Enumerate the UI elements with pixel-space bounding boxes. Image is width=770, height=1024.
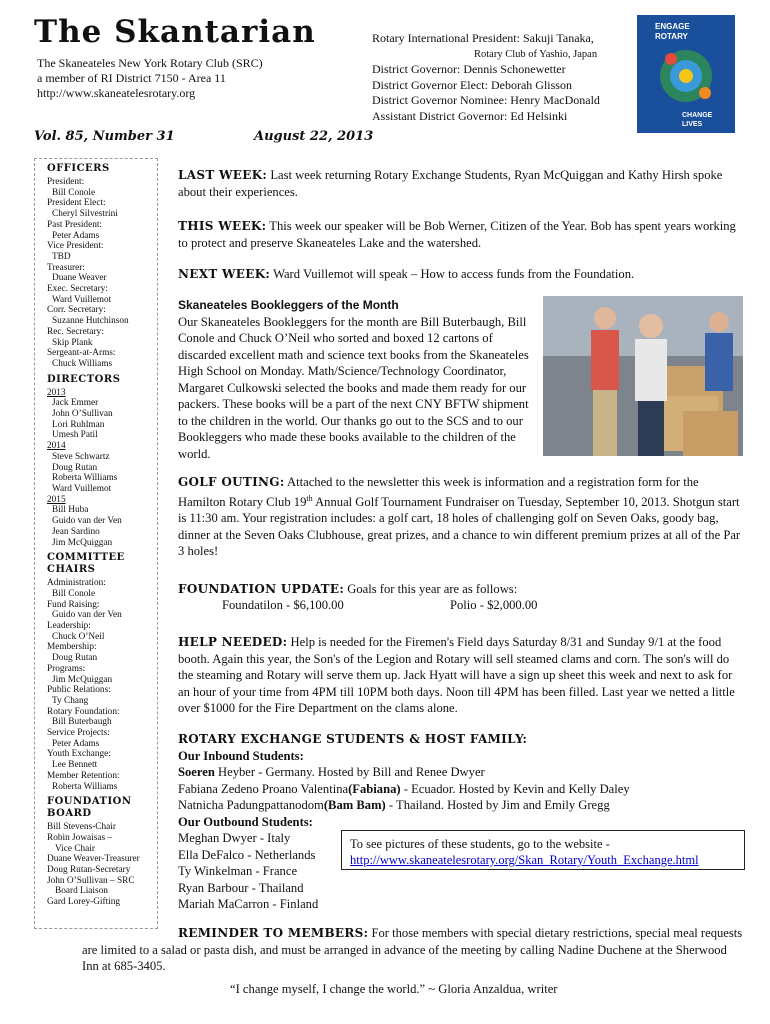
committee-role: Administration: (47, 578, 106, 589)
inbound-student (178, 797, 744, 814)
club-url[interactable]: http://www.skaneatelesrotary.org (37, 86, 196, 100)
committee-role: Public Relations: (47, 685, 111, 696)
next-week-text: Ward Vuillemot will speak – How to access funds from the Foundation. (273, 267, 635, 281)
rotary-theme-logo (637, 15, 735, 133)
exchange-box-text: To see pictures of these students, go to the website - (350, 837, 610, 851)
officer-name: Skip Plank (52, 337, 93, 348)
committee-role: Youth Exchange: (47, 749, 111, 760)
committee-role: Rotary Foundation: (47, 706, 120, 717)
officer-name: Duane Weaver (52, 273, 107, 284)
committee-chair: Bill Buterbaugh (52, 717, 112, 728)
rotary-exchange-heading: ROTARY EXCHANGE STUDENTS & HOST FAMILY: (178, 732, 528, 746)
committee-chair: Bill Conole (52, 588, 96, 599)
foundation-member: Gard Lorey-Gifting (47, 897, 121, 908)
officer-role: Past President: (47, 219, 103, 230)
logo-top-text: ENGAGE ROTARY (655, 22, 690, 41)
director-name: Umesh Patil (52, 430, 98, 441)
bookleggers-photo (543, 296, 743, 456)
inbound-student (178, 781, 744, 798)
student-host: - Thailand. Hosted by Jim and Emily Gregg (385, 798, 610, 812)
committee-role: Service Projects: (47, 728, 110, 739)
help-needed-text: Help is needed for the Firemen's Field days Saturday 8/31 and Sunday 9/1 at the food booth. Again this year, the Son's of the Legion and Rotary will sell steamed clams and corn. The son's will do the steaming and Rotary will serve them up. Jack Hyatt will have a sign up sheet this week and next to ask for an hour of your time from 4PM till 10PM both days. Noon till 4PM has been filled. Last year we netted a little over $1000 for the Fire Department on the clams alone. (178, 635, 735, 715)
committee-chair: Chuck O’Neil (52, 631, 105, 642)
outbound-student: Ty Winkelman - France (178, 864, 298, 878)
assistant-district-governor: Assistant District Governor: Ed Helsinki (372, 108, 568, 123)
director-name: Jack Emmer (52, 398, 99, 409)
last-week-text: Last week returning Rotary Exchange Students, Ryan McQuiggan and Kathy Hirsh spoke about their experiences. (178, 168, 723, 199)
foundation-board-list (47, 822, 159, 908)
reminder-section (82, 925, 744, 975)
foundation-member: Doug Rutan-Secretary (47, 865, 131, 876)
committee-role: Member Retention: (47, 770, 120, 781)
district-officers (372, 31, 627, 124)
directors-list (47, 388, 159, 549)
newsletter-title: The Skantarian (34, 14, 316, 50)
next-week-label: NEXT WEEK: (178, 267, 271, 281)
exchange-link[interactable]: http://www.skaneatelesrotary.org/Skan_Rotary/Youth_Exchange.html (350, 853, 699, 867)
foundation-update-section (178, 581, 744, 598)
committee-role: Fund Raising: (47, 599, 100, 610)
golf-outing-text-a: Attached to the newsletter this week is information and a registration form for the Hamilton Rotary Club 19 (178, 475, 699, 509)
director-name: John O’Sullivan (52, 409, 113, 420)
student-name: Fabiana Zedeno Proano Valentina (178, 781, 349, 796)
inbound-list (178, 764, 744, 814)
officers-heading: OFFICERS (47, 163, 110, 174)
this-week-text: This week our speaker will be Bob Werner, Citizen of the Year. Bob has spent years working to protect and preserve Skaneateles Lake and the watershed. (178, 219, 736, 250)
officer-role: Vice President: (47, 241, 104, 252)
director-year: 2014 (47, 441, 66, 452)
district-governor: District Governor: Dennis Schonewetter (372, 62, 566, 76)
committee-chair: Guido van der Ven (52, 610, 122, 621)
polio-goal: Polio - $2,000.00 (450, 598, 538, 612)
reminder-text: For those members with special dietary restrictions, special meal requests are limited to a salad or pasta dish, and must be arranged in advance of the meeting by calling Nadine Duchene at the Sherwood Inn at 685-3405. (82, 926, 743, 973)
logo-bottom-text: CHANGE LIVES (682, 112, 713, 128)
officer-name: Cheryl Silvestrini (52, 209, 118, 220)
student-nickname: (Bam Bam) (323, 798, 386, 812)
officer-role: Sergeant-at-Arms: (47, 348, 116, 359)
sidebar (47, 163, 159, 908)
student-name: Natnicha Padungpattanodom (178, 798, 324, 812)
officer-role: President: (47, 177, 85, 187)
outbound-student: Ella DeFalco - Netherlands (178, 847, 316, 862)
director-name: Jim McQuiggan (52, 537, 113, 548)
reminder-label: REMINDER TO MEMBERS: (178, 926, 369, 940)
outbound-student: Ryan Barbour - Thailand (178, 880, 304, 895)
director-name: Steve Schwartz (52, 451, 110, 462)
foundation-member: John O’Sullivan – SRC (47, 875, 135, 886)
issue-date: August 22, 2013 (254, 129, 374, 144)
officer-role: President Elect: (47, 198, 106, 209)
district-governor-elect: District Governor Elect: Deborah Glisson (372, 77, 572, 92)
golf-outing-label: GOLF OUTING: (178, 475, 285, 489)
committee-role: Membership: (47, 642, 97, 653)
officers-list (47, 177, 159, 370)
inbound-student (178, 764, 744, 781)
committee-chair: Peter Adams (52, 738, 100, 749)
director-year: 2013 (47, 387, 66, 398)
student-nickname: (Fabiana) (348, 781, 401, 796)
golf-outing-section (178, 474, 744, 560)
committee-chair: Lee Bennett (52, 760, 98, 771)
officer-role: Treasurer: (47, 262, 85, 273)
officer-name: TBD (52, 251, 71, 262)
outbound-heading: Our Outbound Students: (178, 814, 313, 829)
club-info (37, 56, 263, 101)
officer-role: Corr. Secretary: (47, 305, 106, 316)
closing-quote: “I change myself, I change the world.” ~ Gloria Anzaldua, writer (230, 982, 558, 996)
officer-name: Bill Conole (52, 187, 96, 198)
rotary-exchange-section (178, 731, 744, 913)
district-governor-nominee: District Governor Nominee: Henry MacDonald (372, 93, 600, 107)
foundation-update-text: Goals for this year are as follows: (347, 582, 518, 596)
director-name: Jean Sardino (52, 526, 100, 537)
foundation-member: Robin Jowaisas – (47, 832, 113, 843)
director-year: 2015 (47, 494, 66, 505)
golf-sup: th (306, 493, 313, 503)
golf-outing-text-b: Annual Golf Tournament Fundraiser on Tuesday, September 10, 2013. Shotgun start is 11:30 am. Your registration includes: a golf cart, 18 holes of challenging golf on Seven Oaks, goody bag, dinner at the Seven Oaks Clubhouse, great prizes, and a chance to win different premium prizes at all of the Par 3 holes! (178, 494, 741, 559)
inbound-heading: Our Inbound Students: (178, 748, 304, 763)
outbound-student: Mariah MaCarron - Finland (178, 897, 319, 911)
bookleggers-section (178, 297, 540, 462)
last-week-section (178, 167, 744, 200)
director-name: Roberta Williams (52, 473, 118, 484)
officer-role: Rec. Secretary: (47, 326, 104, 337)
student-host: - Ecuador. Hosted by Kevin and Kelly Daley (400, 781, 630, 796)
directors-heading: DIRECTORS (47, 373, 121, 385)
bookleggers-text: Our Skaneateles Bookleggers for the month are Bill Buterbaugh, Bill Conole and Chuck O’Neil who sorted and boxed 12 cartons of discarded excellent math and science text books from the Skaneateles High School on Monday. Math/Science/Technology Coordinator, Margaret Culkowski selected the books and made them ready for our packers. These books will be a part of the next CNY BFTW shipment to the children in the world. Our thanks go out to the SCS and to our Bookleggers who made these books available to the children of the world. (178, 314, 529, 461)
last-week-label: LAST WEEK: (178, 168, 268, 182)
this-week-label: THIS WEEK: (178, 219, 267, 233)
foundation-update-label: FOUNDATION UPDATE: (178, 582, 345, 596)
exchange-pictures-box (341, 830, 745, 870)
foundation-member: Duane Weaver-Treasurer (47, 854, 140, 865)
committee-role: Leadership: (47, 621, 91, 632)
director-name: Lori Ruhlman (52, 419, 105, 430)
officer-role: Exec. Secretary: (47, 284, 108, 295)
bookleggers-heading: Skaneateles Bookleggers of the Month (178, 298, 399, 312)
rotary-wheel-icon (651, 45, 721, 107)
help-needed-section (178, 634, 744, 717)
student-host: Heyber - Germany. Hosted by Bill and Renee Dwyer (214, 765, 485, 779)
outbound-student: Meghan Dwyer - Italy (178, 831, 291, 845)
committee-list (47, 578, 159, 792)
next-week-section (178, 266, 744, 283)
ri-president: Rotary International President: Sakuji Tanaka, (372, 31, 594, 45)
director-name: Ward Vuillemot (52, 483, 112, 494)
club-name: The Skaneateles New York Rotary Club (SRC) (37, 56, 263, 70)
foundation-member: Vice Chair (55, 843, 95, 854)
officer-name: Chuck Williams (52, 358, 113, 369)
this-week-section (178, 218, 744, 251)
foundation-board-heading: FOUNDATION BOARD (47, 796, 132, 820)
committee-role: Programs: (47, 663, 86, 674)
ri-president-club: Rotary Club of Yashio, Japan (474, 48, 598, 60)
committee-chair: Roberta Williams (52, 781, 118, 792)
committee-chair: Jim McQuiggan (52, 674, 113, 685)
club-district: a member of RI District 7150 - Area 11 (37, 71, 226, 85)
volume-number: Vol. 85, Number 31 (34, 129, 175, 144)
foundation-member: Bill Stevens-Chair (47, 822, 116, 833)
foundation-goal: Foundatilon - $6,100.00 (222, 598, 344, 612)
foundation-member: Board Liaison (55, 886, 108, 897)
officer-name: Ward Vuillemot (52, 294, 112, 305)
help-needed-label: HELP NEEDED: (178, 635, 288, 649)
director-name: Guido van der Ven (52, 516, 122, 527)
student-name: Soeren (178, 765, 215, 779)
committee-chair: Doug Rutan (52, 653, 98, 664)
director-name: Doug Rutan (52, 462, 98, 473)
director-name: Bill Huba (52, 505, 89, 516)
officer-name: Peter Adams (52, 230, 100, 241)
committee-heading: COMMITTEE CHAIRS (47, 552, 125, 576)
officer-name: Suzanne Hutchinson (52, 316, 129, 327)
committee-chair: Ty Chang (52, 695, 89, 706)
